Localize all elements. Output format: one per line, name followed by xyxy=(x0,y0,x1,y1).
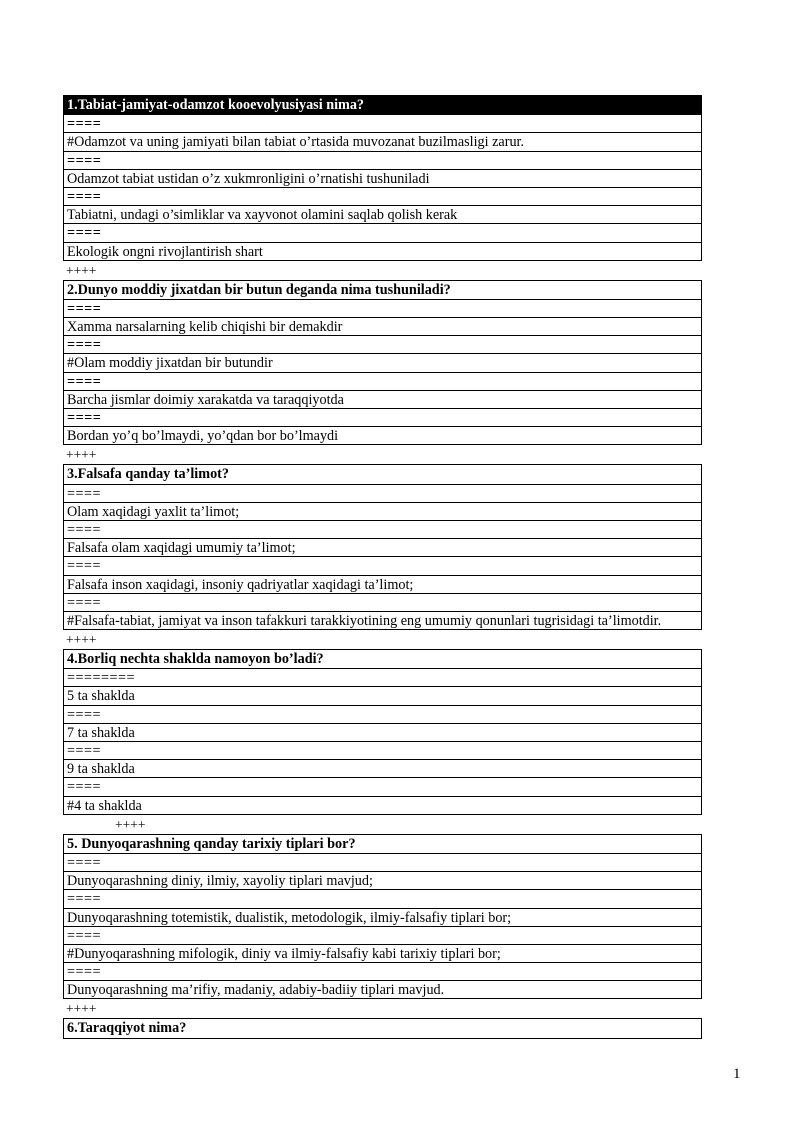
separator: ==== xyxy=(64,372,701,390)
separator: ==== xyxy=(64,408,701,426)
separator: ==== xyxy=(64,777,701,795)
question-title: 2.Dunyo moddiy jixatdan bir butun deganda nima tushuniladi? xyxy=(67,281,451,298)
separator: ==== xyxy=(64,335,701,353)
document-body xyxy=(63,95,702,1039)
separator: ==== xyxy=(64,962,701,980)
answer-option: #Falsafa-tabiat, jamiyat va inson tafakkuri tarakkiyotining eng umumiy qonunlari tugrisidagi ta’limotdir. xyxy=(64,611,701,629)
answer-option: Ekologik ongni rivojlantirish shart xyxy=(64,242,701,260)
separator: ==== xyxy=(64,556,701,574)
question-title: 5. Dunyoqarashning qanday tarixiy tiplari bor? xyxy=(67,835,356,852)
question-block-1 xyxy=(63,95,702,261)
answer-option: 7 ta shaklda xyxy=(64,723,701,741)
answer-option: #Odamzot va uning jamiyati bilan tabiat o’rtasida muvozanat buzilmasligi zarur. xyxy=(64,132,701,150)
answer-option: Falsafa olam xaqidagi umumiy ta’limot; xyxy=(64,538,701,556)
block-end-marker: ++++ xyxy=(66,632,97,648)
question-title: 3.Falsafa qanday ta’limot? xyxy=(67,466,229,483)
answer-option: 9 ta shaklda xyxy=(64,759,701,777)
answer-option: Dunyoqarashning ma’rifiy, madaniy, adabiy-badiiy tiplari mavjud. xyxy=(64,980,701,998)
separator: ==== xyxy=(64,741,701,759)
answer-option: Xamma narsalarning kelib chiqishi bir demakdir xyxy=(64,317,701,335)
answer-option: Dunyoqarashning diniy, ilmiy, xayoliy tiplari mavjud; xyxy=(64,871,701,889)
answer-option: Falsafa inson xaqidagi, insoniy qadriyatlar xaqidagi ta’limot; xyxy=(64,575,701,593)
answer-option: Bordan yo’q bo’lmaydi, yo’qdan bor bo’lmaydi xyxy=(64,426,701,444)
separator: ==== xyxy=(64,853,701,871)
answer-option: Barcha jismlar doimiy xarakatda va taraqqiyotda xyxy=(64,390,701,408)
question-block-3 xyxy=(63,464,702,630)
separator: ==== xyxy=(64,593,701,611)
question-block-6 xyxy=(63,1018,702,1038)
answer-option: Olam xaqidagi yaxlit ta’limot; xyxy=(64,502,701,520)
answer-option: 5 ta shaklda xyxy=(64,686,701,704)
question-title: 4.Borliq nechta shaklda namoyon bo’ladi? xyxy=(67,651,324,668)
separator: ==== xyxy=(64,299,701,317)
question-title: 6.Taraqqiyot nima? xyxy=(67,1020,187,1037)
question-block-2 xyxy=(63,280,702,446)
separator: ==== xyxy=(64,223,701,241)
separator: ==== xyxy=(64,705,701,723)
separator: ==== xyxy=(64,151,701,169)
block-end-marker: ++++ xyxy=(66,1001,97,1017)
question-block-5 xyxy=(63,834,702,1000)
separator: ==== xyxy=(64,889,701,907)
page-number: 1 xyxy=(733,1066,741,1082)
separator: ==== xyxy=(64,484,701,502)
block-end-marker: ++++ xyxy=(115,816,146,832)
answer-option: Dunyoqarashning totemistik, dualistik, metodologik, ilmiy-falsafiy tiplari bor; xyxy=(64,908,701,926)
answer-option: Odamzot tabiat ustidan o’z xukmronligini o’rnatishi tushuniladi xyxy=(64,169,701,187)
block-end-marker: ++++ xyxy=(66,262,97,278)
block-end-marker: ++++ xyxy=(66,447,97,463)
question-block-4 xyxy=(63,649,702,815)
answer-option: #Olam moddiy jixatdan bir butundir xyxy=(64,353,701,371)
separator: ==== xyxy=(64,114,701,132)
separator: ==== xyxy=(64,520,701,538)
separator: ==== xyxy=(64,926,701,944)
question-title: 1.Tabiat-jamiyat-odamzot kooevolyusiyasi nima? xyxy=(64,96,701,114)
separator: ==== xyxy=(64,187,701,205)
separator: ======== xyxy=(64,668,701,686)
answer-option: #4 ta shaklda xyxy=(64,796,701,814)
answer-option: Tabiatni, undagi o’simliklar va xayvonot olamini saqlab qolish kerak xyxy=(64,205,701,223)
answer-option: #Dunyoqarashning mifologik, diniy va ilmiy-falsafiy kabi tarixiy tiplari bor; xyxy=(64,944,701,962)
